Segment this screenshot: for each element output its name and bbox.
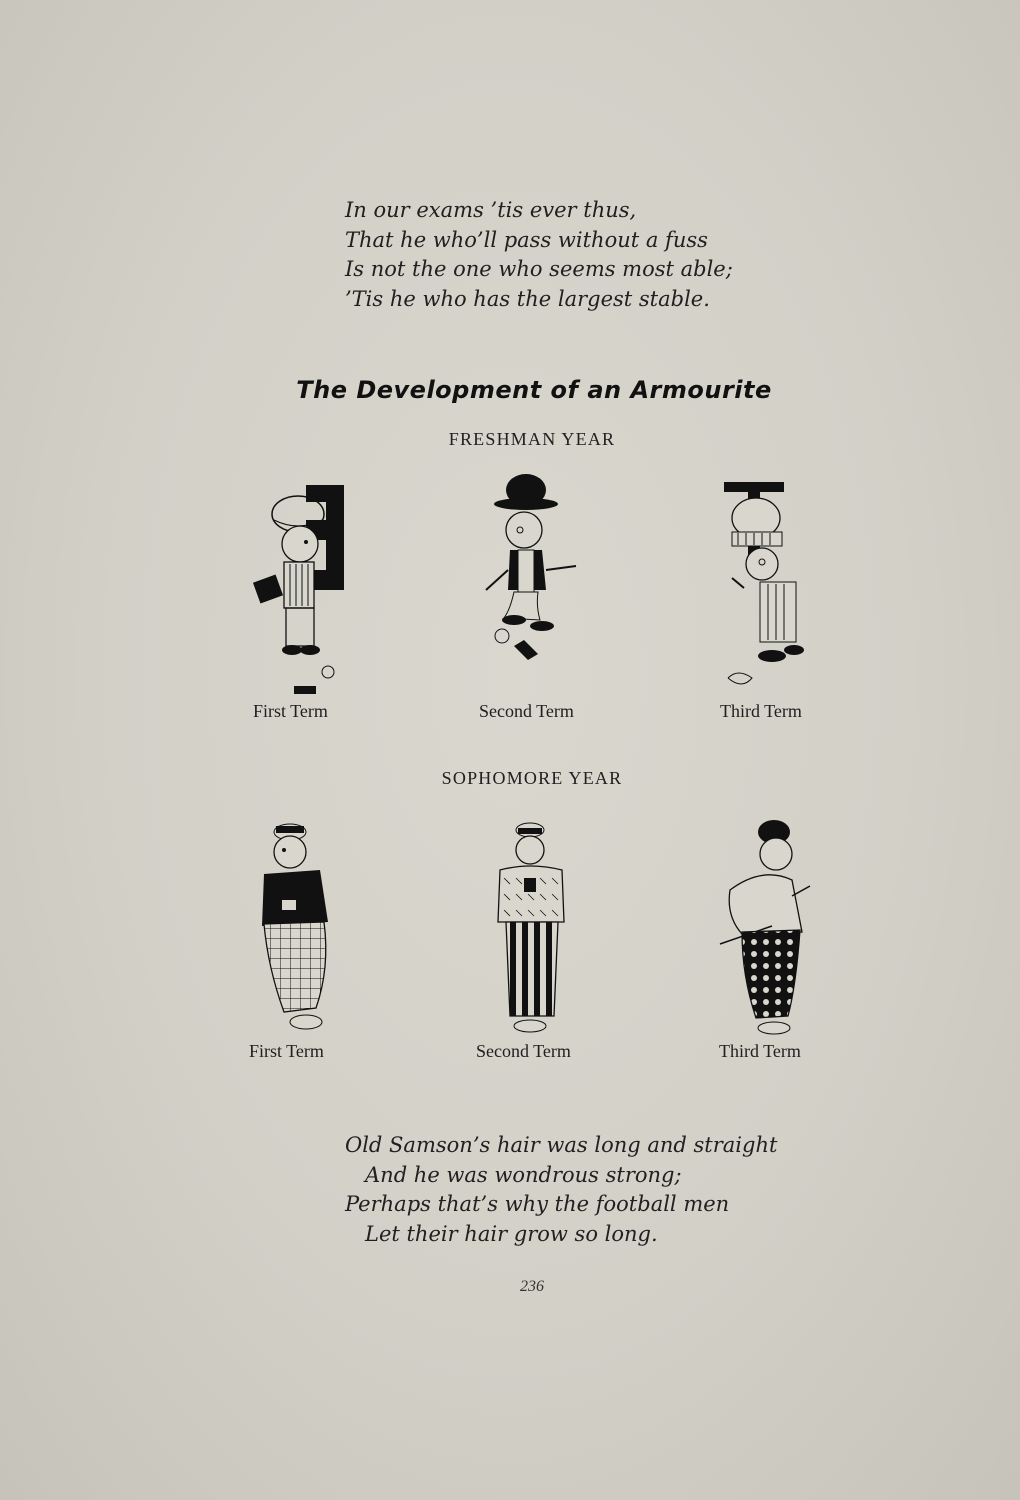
- cartoon-boy-letter-t-illustration: [718, 478, 818, 698]
- cartoon-boy-polka-dot-trousers-illustration: [712, 816, 822, 1040]
- poem-bottom-line-4: Let their hair grow so long.: [365, 1221, 658, 1246]
- freshman-second-term-figure: [480, 470, 590, 700]
- sophomore-third-term-caption: Third Term: [719, 1041, 801, 1061]
- poem-top-line-1: In our exams ’tis ever thus,: [345, 198, 637, 222]
- cartoon-boy-letter-s-illustration: [236, 480, 366, 700]
- sophomore-first-term-figure: [250, 818, 340, 1040]
- freshman-third-term-figure: [718, 478, 818, 698]
- cartoon-boy-bowler-hat-illustration: [480, 470, 590, 700]
- sophomore-first-term-caption: First Term: [249, 1041, 324, 1061]
- sophomore-second-term-caption: Second Term: [476, 1041, 571, 1061]
- sophomore-third-term-figure: [712, 816, 822, 1040]
- freshman-first-term-caption: First Term: [253, 701, 328, 721]
- freshman-second-term-caption: Second Term: [479, 701, 574, 721]
- poem-top-line-3: Is not the one who seems most able;: [345, 257, 733, 281]
- sophomore-second-term-figure: [492, 818, 572, 1040]
- cartoon-boy-plaid-trousers-illustration: [250, 818, 340, 1040]
- poem-bottom-line-1: Old Samson’s hair was long and straight: [345, 1133, 778, 1157]
- page-title: The Development of an Armourite: [296, 376, 772, 404]
- page-number: 236: [520, 1278, 544, 1295]
- poem-top-line-2: That he who’ll pass without a fuss: [345, 227, 708, 252]
- freshman-year-heading: FRESHMAN YEAR: [448, 429, 616, 449]
- freshman-third-term-caption: Third Term: [720, 701, 802, 721]
- poem-bottom-line-3: Perhaps that’s why the football men: [345, 1192, 730, 1216]
- poem-top: [345, 196, 733, 314]
- freshman-first-term-figure: [236, 480, 366, 700]
- poem-bottom: [345, 1131, 777, 1249]
- sophomore-year-heading: SOPHOMORE YEAR: [441, 768, 623, 788]
- poem-bottom-line-2: And he was wondrous strong;: [365, 1162, 682, 1187]
- cartoon-boy-striped-trousers-illustration: [492, 818, 572, 1040]
- poem-top-line-4: ’Tis he who has the largest stable.: [345, 286, 710, 311]
